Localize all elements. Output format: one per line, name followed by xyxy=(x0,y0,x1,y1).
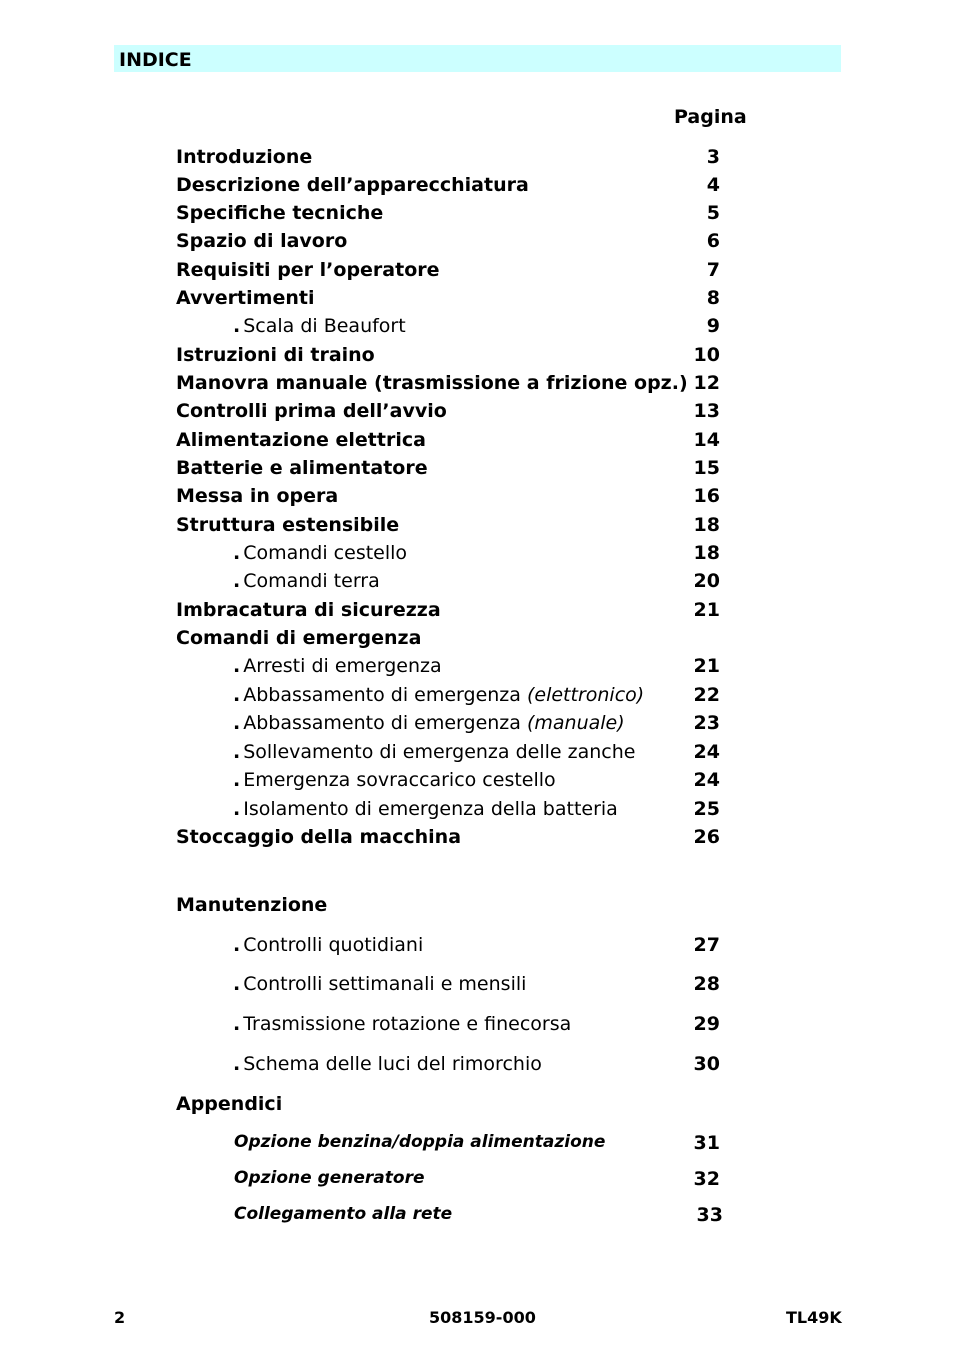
toc-entry xyxy=(176,400,447,422)
toc-entry-label: Comandi di emergenza xyxy=(176,627,422,649)
toc-entry-label: Spazio di lavoro xyxy=(176,230,348,252)
toc-page-number: 16 xyxy=(693,485,720,507)
toc-appendix-entry xyxy=(234,1168,424,1188)
toc-page-number: 14 xyxy=(693,429,720,451)
toc-entry-label: Struttura estensibile xyxy=(176,514,400,536)
toc-subentry xyxy=(233,1053,542,1075)
toc-appendix-entry xyxy=(234,1204,452,1224)
toc-entry xyxy=(176,627,421,649)
toc-page-number: 26 xyxy=(693,826,720,848)
toc-page-number: 7 xyxy=(706,259,720,281)
toc-entry xyxy=(176,146,312,168)
toc-page-number: 3 xyxy=(706,146,720,168)
toc-entry-label: Avvertimenti xyxy=(176,287,315,309)
toc-entry xyxy=(176,230,347,252)
toc-entry-label: Comandi cestello xyxy=(243,542,408,564)
toc-entry-label: Comandi terra xyxy=(243,570,380,592)
index-title-bar xyxy=(114,45,841,72)
toc-entry xyxy=(176,429,426,451)
toc-entry-label: Appendici xyxy=(176,1093,283,1115)
toc-page-number: 21 xyxy=(693,599,720,621)
toc-page-number: 21 xyxy=(693,655,720,677)
bullet-dot: . xyxy=(233,1053,241,1075)
bullet-dot: . xyxy=(233,1013,241,1035)
toc-page-number: 5 xyxy=(706,202,720,224)
bullet-dot: . xyxy=(233,741,241,763)
toc-page-number: 12 xyxy=(693,372,720,394)
toc-entry xyxy=(176,372,688,394)
toc-subentry xyxy=(233,769,556,791)
toc-entry-label: Imbracatura di sicurezza xyxy=(176,599,441,621)
toc-page-number: 18 xyxy=(693,542,720,564)
toc-page-number: 15 xyxy=(693,457,720,479)
toc-page-number: 20 xyxy=(693,570,720,592)
bullet-dot: . xyxy=(233,570,241,592)
toc-entry xyxy=(176,202,383,224)
toc-page-number: 4 xyxy=(706,174,720,196)
toc-entry-label: Schema delle luci del rimorchio xyxy=(243,1053,542,1075)
footer-doc-code: 508159-000 xyxy=(429,1308,536,1327)
footer-page-number: 2 xyxy=(114,1308,126,1327)
toc-entry-label: Introduzione xyxy=(176,146,313,168)
toc-entry xyxy=(176,344,375,366)
toc-entry-label: Scala di Beaufort xyxy=(243,315,406,337)
footer-model: TL49K xyxy=(786,1308,842,1327)
toc-page-number: 27 xyxy=(693,934,720,956)
toc-subentry xyxy=(233,655,442,677)
toc-page-number: 24 xyxy=(693,741,720,763)
toc-page-number: 23 xyxy=(693,712,720,734)
toc-page-number: 6 xyxy=(706,230,720,252)
toc-entry-label: Requisiti per l’operatore xyxy=(176,259,440,281)
toc-entry-label: Batterie e alimentatore xyxy=(176,457,428,479)
bullet-dot: . xyxy=(233,315,241,337)
toc-page-number: 22 xyxy=(693,684,720,706)
index-title: INDICE xyxy=(119,49,192,71)
toc-entry-label: Emergenza sovraccarico cestello xyxy=(243,769,556,791)
toc-entry-label: Specifiche tecniche xyxy=(176,202,384,224)
toc-entry xyxy=(176,1093,282,1115)
toc-subentry xyxy=(233,934,423,956)
toc-entry-label: Alimentazione elettrica xyxy=(176,429,426,451)
toc-page-number: 31 xyxy=(693,1132,720,1154)
bullet-dot: . xyxy=(233,542,241,564)
toc-entry-label: Arresti di emergenza xyxy=(243,655,442,677)
bullet-dot: . xyxy=(233,798,241,820)
toc-entry-label: Messa in opera xyxy=(176,485,339,507)
toc-subentry xyxy=(233,973,526,995)
toc-appendix-entry xyxy=(234,1132,605,1152)
toc-page-number: 13 xyxy=(693,400,720,422)
toc-subentry xyxy=(233,741,635,763)
toc-entry-label: Controlli prima dell’avvio xyxy=(176,400,447,422)
toc-page-number: 32 xyxy=(693,1168,720,1190)
toc-entry-qualifier: (elettronico) xyxy=(526,684,645,706)
toc-entry-label: Abbassamento di emergenza xyxy=(243,684,527,706)
toc-page-number: 10 xyxy=(693,344,720,366)
toc-entry-label: Collegamento alla rete xyxy=(234,1204,453,1224)
toc-subentry xyxy=(233,1013,571,1035)
toc-entry xyxy=(176,174,529,196)
toc-entry-label: Stoccaggio della macchina xyxy=(176,826,462,848)
bullet-dot: . xyxy=(233,934,241,956)
toc-entry-label: Opzione generatore xyxy=(234,1168,425,1188)
toc-entry xyxy=(176,514,399,536)
toc-subentry xyxy=(233,315,406,337)
toc-subentry xyxy=(233,798,618,820)
toc-subentry xyxy=(233,712,625,734)
bullet-dot: . xyxy=(233,769,241,791)
toc-page-number: 30 xyxy=(693,1053,720,1075)
toc-subentry xyxy=(233,542,407,564)
toc-entry-label: Abbassamento di emergenza xyxy=(243,712,527,734)
toc-entry-label: Sollevamento di emergenza delle zanche xyxy=(243,741,636,763)
toc-entry-label: Controlli quotidiani xyxy=(243,934,424,956)
toc-entry xyxy=(176,287,314,309)
toc-entry-label: Istruzioni di traino xyxy=(176,344,375,366)
toc-entry-label: Trasmissione rotazione e finecorsa xyxy=(243,1013,572,1035)
bullet-dot: . xyxy=(233,712,241,734)
toc-entry-label: Manutenzione xyxy=(176,894,328,916)
toc-entry-label: Manovra manuale (trasmissione a frizione opz.) xyxy=(176,372,688,394)
toc-entry-label: Controlli settimanali e mensili xyxy=(243,973,527,995)
toc-subentry xyxy=(233,570,380,592)
toc-page-number: 33 xyxy=(696,1204,723,1226)
toc-page-number: 8 xyxy=(706,287,720,309)
toc-subentry xyxy=(233,684,644,706)
bullet-dot: . xyxy=(233,973,241,995)
toc-entry xyxy=(176,599,441,621)
toc-page-number: 28 xyxy=(693,973,720,995)
page-column-header: Pagina xyxy=(674,106,747,128)
toc-entry-label: Opzione benzina/doppia alimentazione xyxy=(234,1132,606,1152)
toc-page-number: 24 xyxy=(693,769,720,791)
toc-page-number: 18 xyxy=(693,514,720,536)
toc-page-number: 29 xyxy=(693,1013,720,1035)
toc-page-number: 9 xyxy=(706,315,720,337)
toc-entry xyxy=(176,457,428,479)
toc-page-number: 25 xyxy=(693,798,720,820)
toc-entry xyxy=(176,485,338,507)
bullet-dot: . xyxy=(233,684,241,706)
toc-entry xyxy=(176,894,327,916)
toc-entry-label: Descrizione dell’apparecchiatura xyxy=(176,174,529,196)
toc-entry xyxy=(176,259,440,281)
toc-entry-label: Isolamento di emergenza della batteria xyxy=(243,798,618,820)
bullet-dot: . xyxy=(233,655,241,677)
toc-entry xyxy=(176,826,461,848)
toc-entry-qualifier: (manuale) xyxy=(526,712,625,734)
